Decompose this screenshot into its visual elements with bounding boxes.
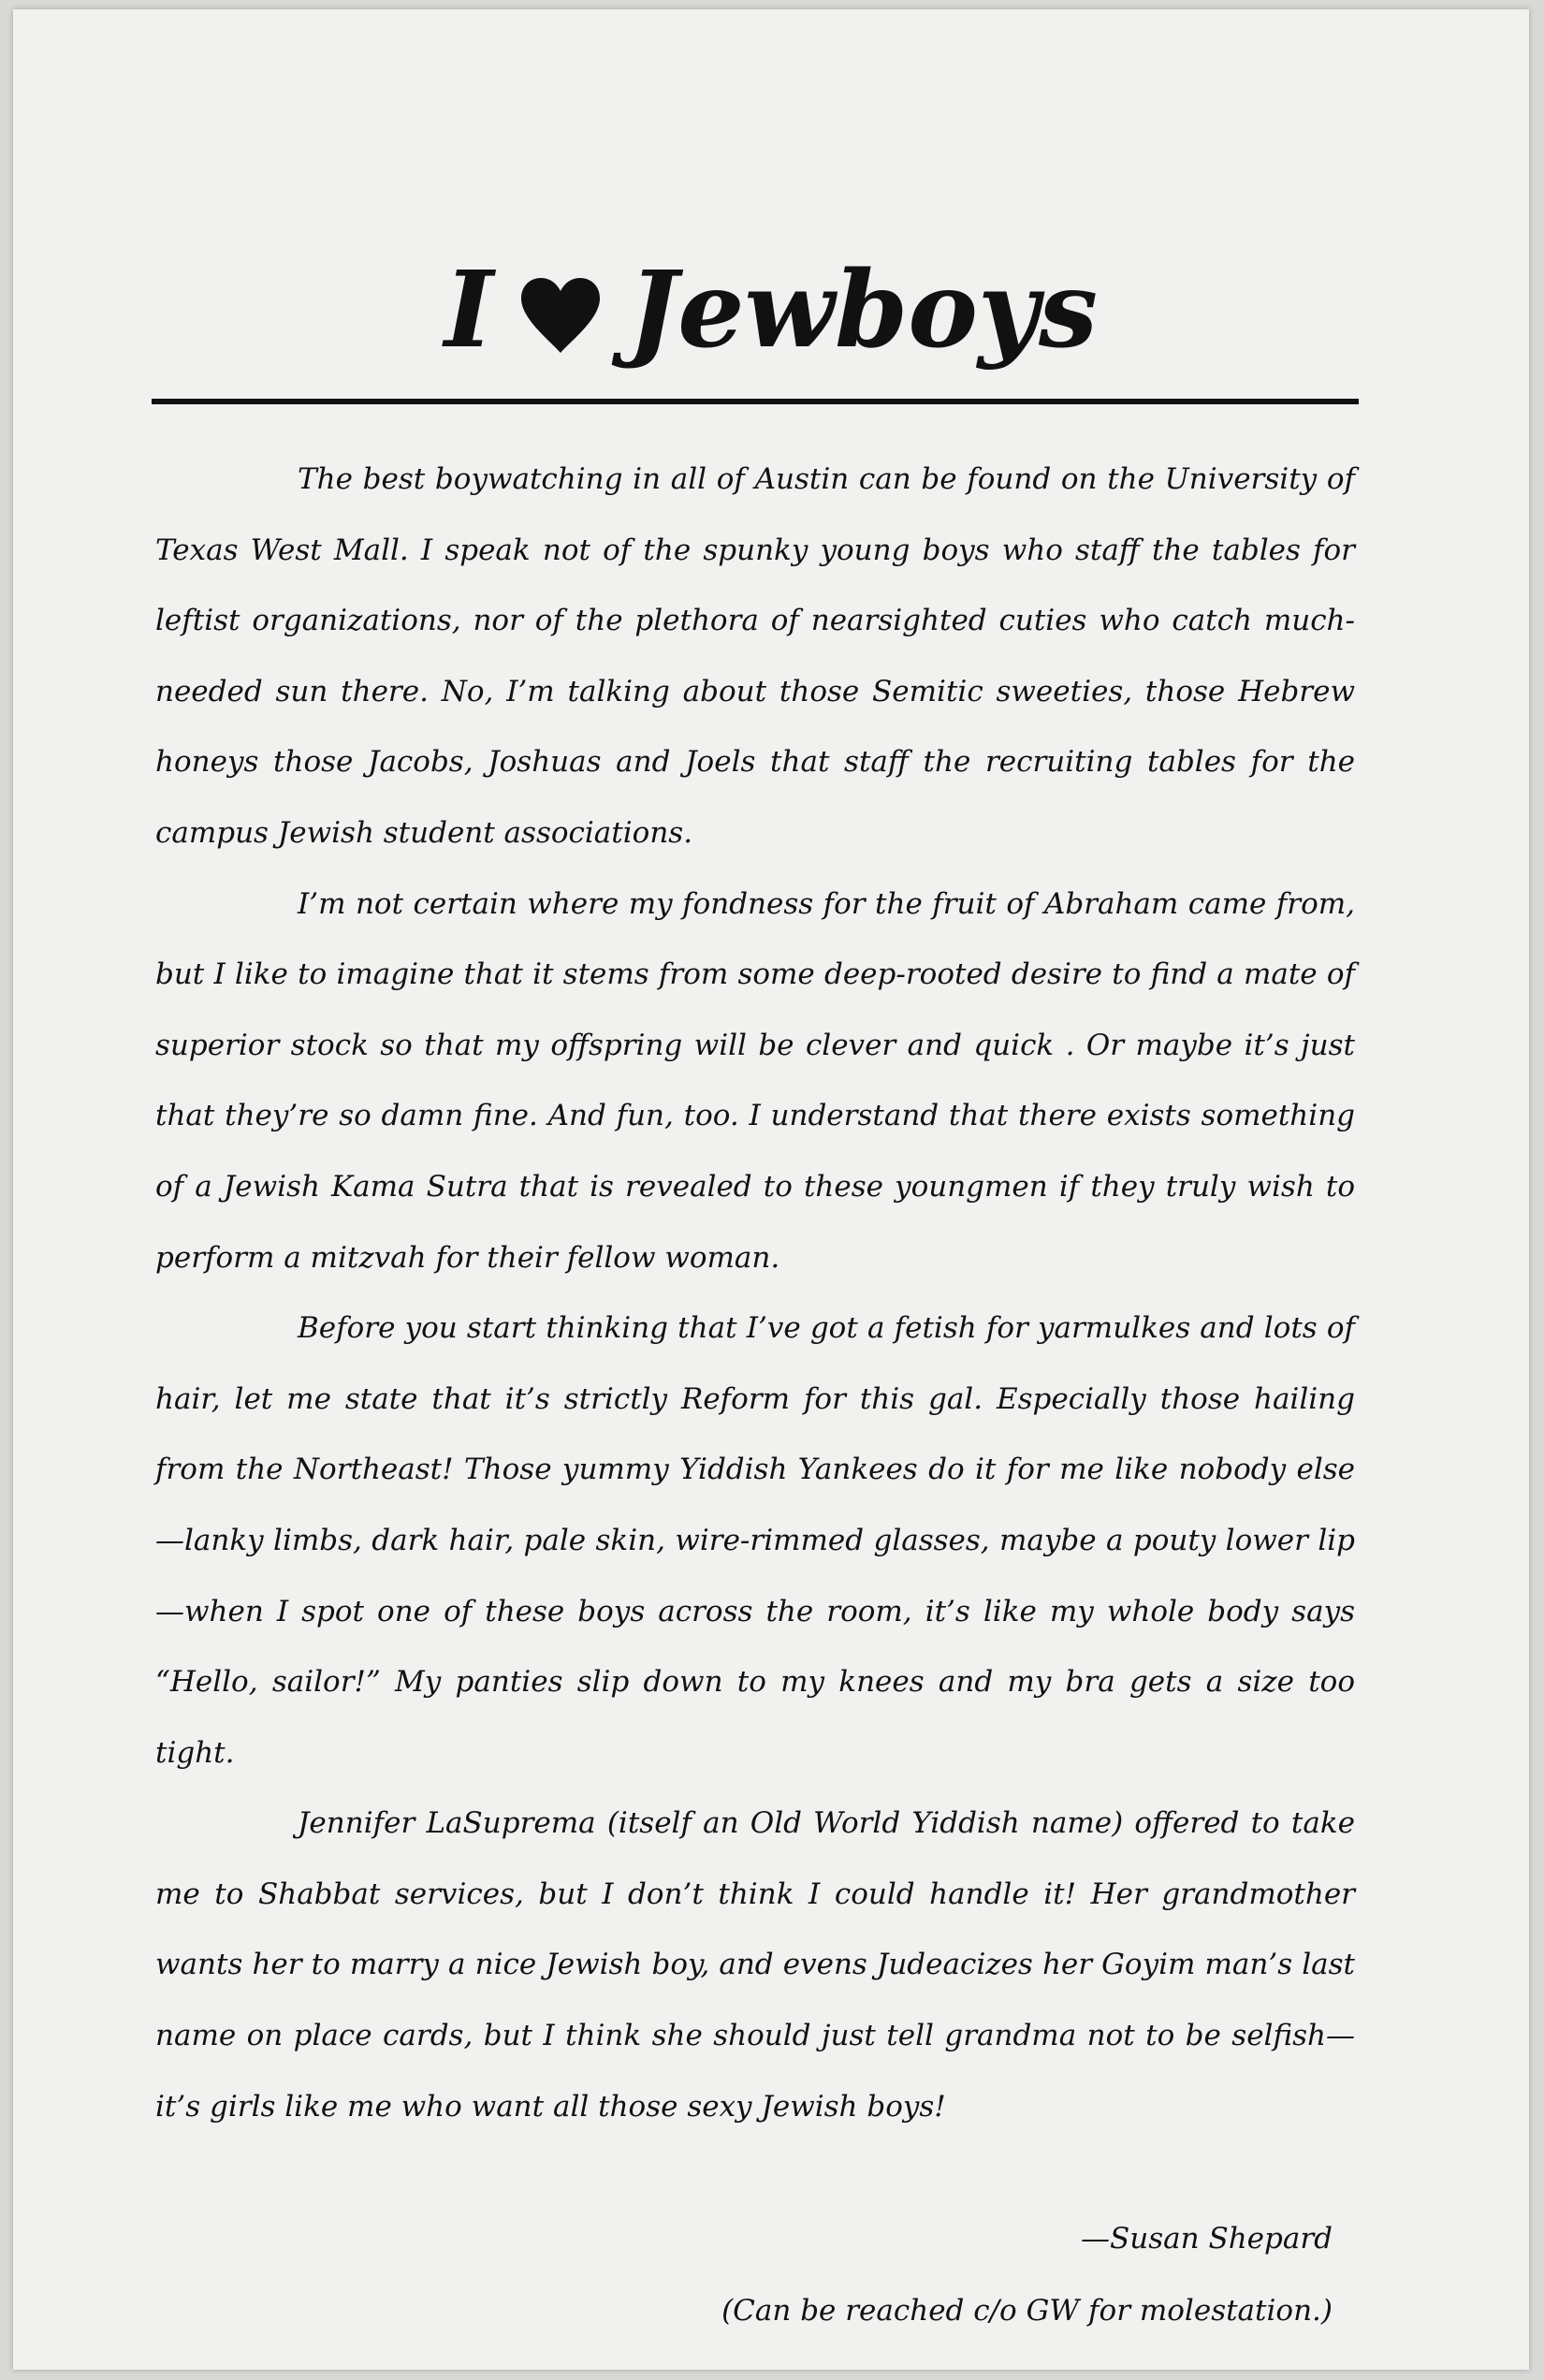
paragraph-3: Before you start thinking that I’ve got a fetish for yarmulkes and lots of hair, let me state that it’s strictly Reform for this gal. Especially those hailing from the Northeast! Those yummy Yiddish Yankees do it for me like nobody else—lanky limbs, dark hair, pale skin, wire-rimmed glasses, maybe a pouty lower lip—when I spot one of these boys across the room, it’s like my whole body says “Hello, sailor!” My panties slip down to my knees and my bra gets a size too tight. <box>155 1311 1355 1770</box>
paragraph-1: The best boywatching in all of Austin can be found on the University of Texas West Mall. I speak not of the spunky young boys who staff the tables for leftist organizations, nor of the plethora of nearsighted cuties who catch much-needed sun there. No, I’m talking about those Semitic sweeties, those Hebrew honeys those Jacobs, Joshuas and Joels that staff the recruiting tables for the campus Jewish student associations. <box>155 462 1355 850</box>
author-contact-note: (Can be reached c/o GW for molestation.) <box>721 2294 1333 2328</box>
heart-icon <box>517 263 604 375</box>
title-word-i: I <box>444 249 494 372</box>
title-word-jewboys: Jewboys <box>628 249 1099 372</box>
paragraph-4: Jennifer LaSuprema (itself an Old World Yiddish name) offered to take me to Shabbat services, but I don’t think I could handle it! Her grandmother wants her to marry a nice Jewish boy, and evens Judeacizes her Goyim man’s last name on place cards, but I think she should just tell grandma not to be selfish—it’s girls like me who want all those sexy Jewish boys! <box>155 1806 1355 2124</box>
article-title <box>153 249 1389 375</box>
title-rule <box>152 399 1359 404</box>
magazine-page <box>13 9 1529 2370</box>
article-body <box>155 445 1355 2142</box>
author-signature: —Susan Shepard <box>1081 2222 1333 2256</box>
paragraph-2: I’m not certain where my fondness for the fruit of Abraham came from, but I like to imagine that it stems from some deep-rooted desire to find a mate of superior stock so that my offspring will be clever and quick . Or maybe it’s just that they’re so damn fine. And fun, too. I understand that there exists something of a Jewish Kama Sutra that is revealed to these youngmen if they truly wish to perform a mitzvah for their fellow woman. <box>155 886 1355 1275</box>
